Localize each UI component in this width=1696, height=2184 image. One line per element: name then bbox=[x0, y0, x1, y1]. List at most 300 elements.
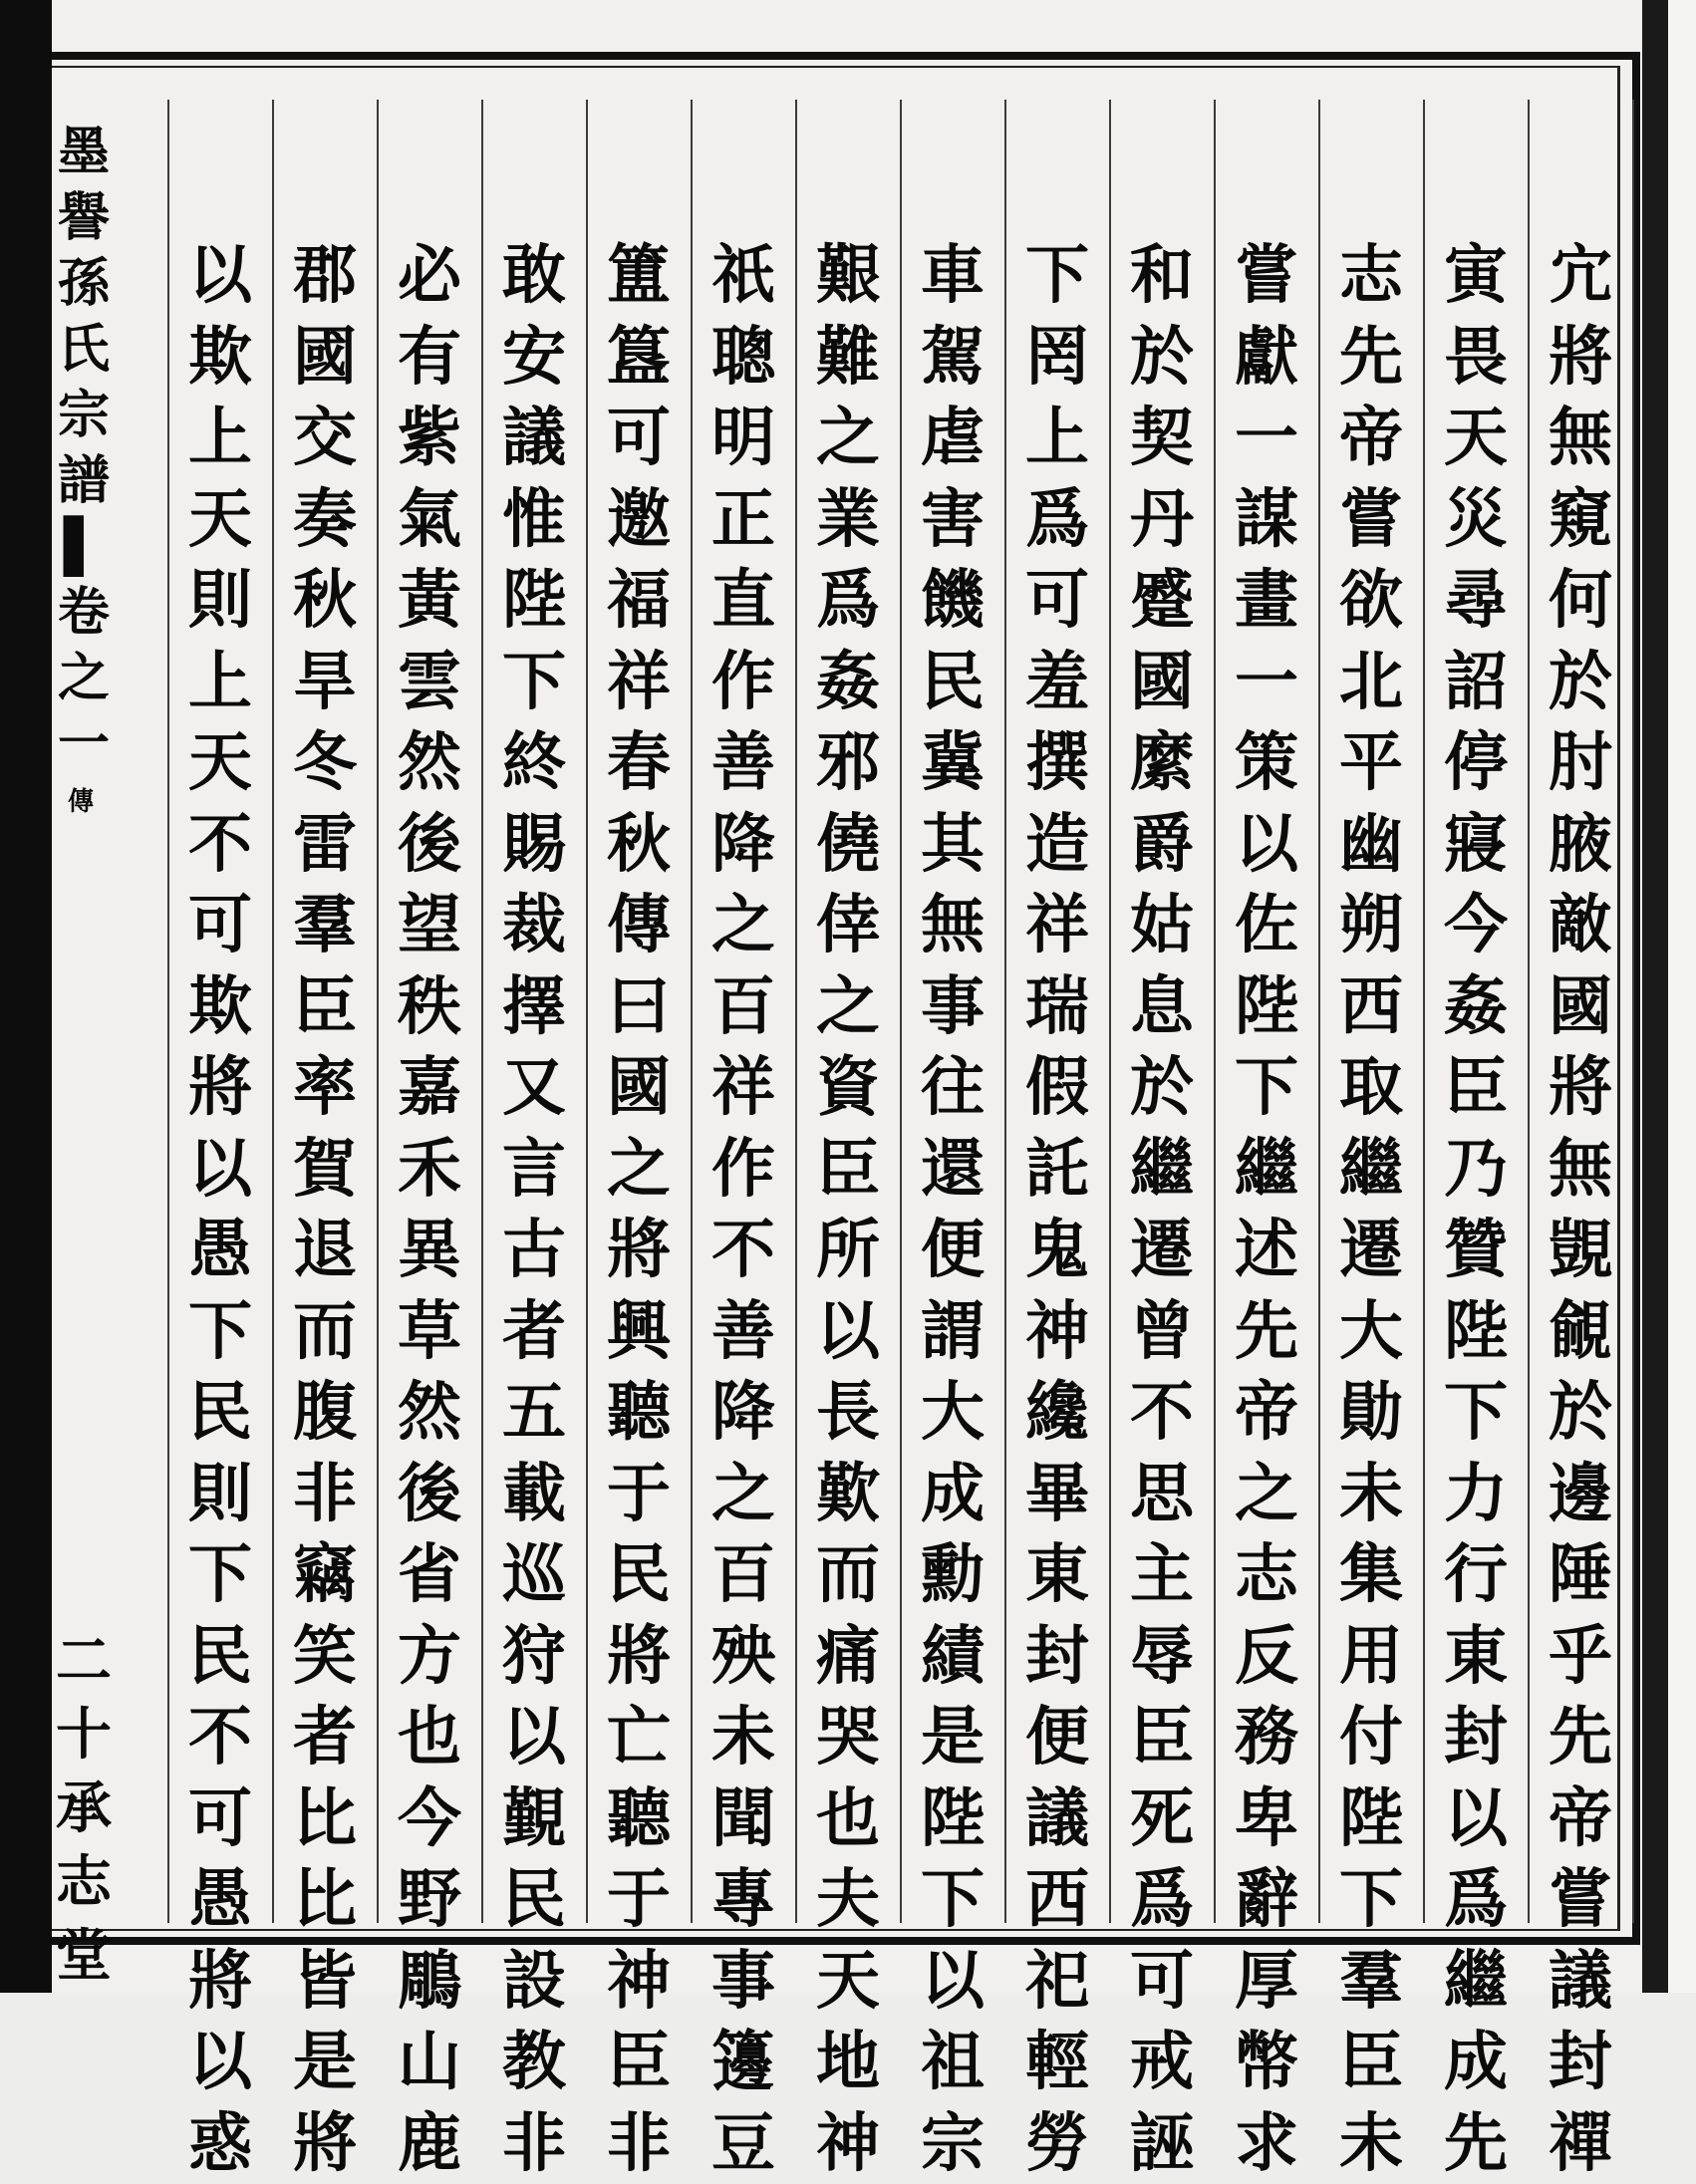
margin-title-char: 卷 bbox=[56, 580, 112, 646]
column-rule bbox=[167, 100, 169, 1923]
text-char: 狩 bbox=[494, 1616, 574, 1698]
text-char: 是 bbox=[913, 1697, 992, 1778]
margin-title-char: 氏 bbox=[56, 317, 112, 383]
text-char: 臣 bbox=[808, 1129, 888, 1211]
text-char: 肘 bbox=[1541, 722, 1620, 804]
text-char: 一 bbox=[1227, 642, 1306, 723]
text-char: 郡 bbox=[285, 235, 365, 317]
text-char: 百 bbox=[704, 1534, 783, 1616]
text-char: 姑 bbox=[1122, 885, 1202, 966]
text-char: 邊 bbox=[1541, 1454, 1620, 1535]
column-rule bbox=[481, 100, 483, 1923]
text-char: 豆 bbox=[704, 2103, 783, 2184]
text-char: 事 bbox=[913, 966, 992, 1048]
text-char: 幣 bbox=[1227, 2022, 1306, 2103]
text-char: 撰 bbox=[1017, 722, 1097, 804]
text-char: 平 bbox=[1331, 722, 1411, 804]
text-char: 敵 bbox=[1541, 885, 1620, 966]
text-char: 今 bbox=[1436, 885, 1516, 966]
text-char: 誣 bbox=[1122, 2103, 1202, 2184]
text-char: 嘗 bbox=[1331, 479, 1411, 561]
text-char: 西 bbox=[1017, 1859, 1097, 1941]
text-char: 上 bbox=[180, 642, 260, 723]
text-char: 必 bbox=[390, 235, 469, 317]
text-char: 將 bbox=[1541, 317, 1620, 399]
text-char: 今 bbox=[390, 1778, 469, 1860]
column-rule bbox=[900, 100, 902, 1923]
column-rule bbox=[1004, 100, 1006, 1923]
text-char: 覬 bbox=[1541, 1210, 1620, 1291]
text-char: 百 bbox=[704, 966, 783, 1048]
text-char: 上 bbox=[180, 398, 260, 479]
text-char: 而 bbox=[285, 1291, 365, 1373]
text-char: 也 bbox=[808, 1778, 888, 1860]
text-char: 作 bbox=[704, 1129, 783, 1211]
text-char: 下 bbox=[180, 1534, 260, 1616]
text-char: 姦 bbox=[808, 642, 888, 723]
text-char: 下 bbox=[1331, 1859, 1411, 1941]
text-column bbox=[589, 235, 689, 2184]
text-char: 不 bbox=[180, 1697, 260, 1778]
text-char: 詔 bbox=[1436, 642, 1516, 723]
text-char: 秩 bbox=[390, 966, 469, 1048]
text-char: 聽 bbox=[599, 1372, 679, 1454]
text-char: 祥 bbox=[704, 1047, 783, 1129]
text-char: 付 bbox=[1331, 1697, 1411, 1778]
text-char: 東 bbox=[1436, 1616, 1516, 1698]
text-char: 者 bbox=[494, 1291, 574, 1373]
text-char: 臣 bbox=[1436, 1047, 1516, 1129]
text-char: 繼 bbox=[1436, 1941, 1516, 2023]
text-char: 大 bbox=[913, 1372, 992, 1454]
text-char: 曾 bbox=[1122, 1291, 1202, 1373]
text-char: 畫 bbox=[1227, 560, 1306, 642]
text-char: 野 bbox=[390, 1859, 469, 1941]
text-char: 宂 bbox=[1541, 235, 1620, 317]
text-char: 罔 bbox=[1017, 317, 1097, 399]
text-char: 覦 bbox=[1541, 1291, 1620, 1373]
text-char: 祖 bbox=[913, 2022, 992, 2103]
text-char: 交 bbox=[285, 398, 365, 479]
text-char: 亡 bbox=[599, 1697, 679, 1778]
text-char: 設 bbox=[494, 1941, 574, 2023]
text-char: 腹 bbox=[285, 1372, 365, 1454]
text-char: 車 bbox=[913, 235, 992, 317]
text-char: 下 bbox=[1017, 235, 1097, 317]
text-char: 先 bbox=[1227, 1291, 1306, 1373]
text-char: 述 bbox=[1227, 1210, 1306, 1291]
text-char: 成 bbox=[1436, 2022, 1516, 2103]
text-column bbox=[1426, 235, 1526, 2184]
text-char: 秋 bbox=[285, 560, 365, 642]
text-char: 五 bbox=[494, 1372, 574, 1454]
text-char: 一 bbox=[1227, 398, 1306, 479]
text-char: 嘉 bbox=[390, 1047, 469, 1129]
text-char: 陛 bbox=[494, 560, 574, 642]
text-char: 下 bbox=[180, 1291, 260, 1373]
text-char: 績 bbox=[913, 1616, 992, 1698]
text-char: 神 bbox=[599, 1941, 679, 2023]
text-char: 皆 bbox=[285, 1941, 365, 2023]
text-char: 比 bbox=[285, 1778, 365, 1860]
text-char: 陛 bbox=[1436, 1291, 1516, 1373]
text-char: 哭 bbox=[808, 1697, 888, 1778]
text-char: 草 bbox=[390, 1291, 469, 1373]
text-char: 是 bbox=[285, 2022, 365, 2103]
text-char: 籩 bbox=[704, 2022, 783, 2103]
column-rule bbox=[586, 100, 588, 1923]
text-char: 以 bbox=[1436, 1778, 1516, 1860]
margin-section-label bbox=[66, 787, 96, 817]
text-char: 歎 bbox=[808, 1454, 888, 1535]
text-char: 謂 bbox=[913, 1291, 992, 1373]
text-char: 欺 bbox=[180, 317, 260, 399]
binding-edge-right bbox=[1642, 0, 1668, 1993]
text-char: 紫 bbox=[390, 398, 469, 479]
text-char: 假 bbox=[1017, 1047, 1097, 1129]
text-char: 將 bbox=[599, 1210, 679, 1291]
text-char: 長 bbox=[808, 1372, 888, 1454]
text-column bbox=[1217, 235, 1316, 2184]
text-char: 擇 bbox=[494, 966, 574, 1048]
text-char: 獻 bbox=[1227, 317, 1306, 399]
text-char: 不 bbox=[180, 804, 260, 886]
text-char: 善 bbox=[704, 1291, 783, 1373]
text-char: 邪 bbox=[808, 722, 888, 804]
text-char: 議 bbox=[1541, 1941, 1620, 2023]
text-char: 臣 bbox=[1122, 1697, 1202, 1778]
text-char: 羣 bbox=[285, 885, 365, 966]
text-char: 於 bbox=[1541, 1372, 1620, 1454]
text-char: 之 bbox=[704, 1454, 783, 1535]
text-column bbox=[484, 235, 584, 2184]
text-char: 惟 bbox=[494, 479, 574, 561]
text-char: 言 bbox=[494, 1129, 574, 1211]
text-char: 安 bbox=[494, 317, 574, 399]
text-char: 議 bbox=[494, 398, 574, 479]
text-char: 贊 bbox=[1436, 1210, 1516, 1291]
text-char: 陛 bbox=[1227, 966, 1306, 1048]
text-char: 愚 bbox=[180, 1859, 260, 1941]
text-char: 輕 bbox=[1017, 2022, 1097, 2103]
text-char: 民 bbox=[599, 1534, 679, 1616]
text-char: 異 bbox=[390, 1210, 469, 1291]
text-char: 福 bbox=[599, 560, 679, 642]
text-char: 賀 bbox=[285, 1129, 365, 1211]
margin-folio bbox=[56, 1624, 112, 1993]
text-column bbox=[798, 235, 898, 2184]
text-char: 丹 bbox=[1122, 479, 1202, 561]
text-char: 西 bbox=[1331, 966, 1411, 1048]
text-char: 終 bbox=[494, 722, 574, 804]
text-char: 陲 bbox=[1541, 1534, 1620, 1616]
text-char: 帝 bbox=[1331, 398, 1411, 479]
text-char: 邀 bbox=[599, 479, 679, 561]
column-rule bbox=[1318, 100, 1320, 1923]
text-char: 而 bbox=[808, 1534, 888, 1616]
text-char: 何 bbox=[1541, 560, 1620, 642]
text-char: 於 bbox=[1541, 642, 1620, 723]
text-char: 上 bbox=[1017, 398, 1097, 479]
column-rule bbox=[795, 100, 797, 1923]
text-char: 契 bbox=[1122, 398, 1202, 479]
text-char: 帝 bbox=[1227, 1372, 1306, 1454]
text-char: 北 bbox=[1331, 642, 1411, 723]
text-char: 退 bbox=[285, 1210, 365, 1291]
text-char: 將 bbox=[599, 1616, 679, 1698]
text-char: 畏 bbox=[1436, 317, 1516, 399]
text-char: 地 bbox=[808, 2022, 888, 2103]
text-char: 害 bbox=[913, 479, 992, 561]
text-char: 主 bbox=[1122, 1534, 1202, 1616]
text-char: 祥 bbox=[1017, 885, 1097, 966]
text-char: 臣 bbox=[285, 966, 365, 1048]
margin-title-char: 孫 bbox=[56, 251, 112, 317]
margin-folio-char: 堂 bbox=[56, 1919, 112, 1993]
text-char: 姦 bbox=[1436, 966, 1516, 1048]
text-char: 天 bbox=[180, 722, 260, 804]
binding-edge-left bbox=[0, 0, 52, 1993]
text-char: 勳 bbox=[913, 1534, 992, 1616]
text-char: 繼 bbox=[1227, 1129, 1306, 1211]
text-char: 先 bbox=[1436, 2103, 1516, 2184]
text-char: 秋 bbox=[599, 804, 679, 886]
text-char: 嘗 bbox=[1541, 1859, 1620, 1941]
text-char: 山 bbox=[390, 2022, 469, 2103]
text-char: 以 bbox=[180, 1129, 260, 1211]
text-char: 之 bbox=[808, 966, 888, 1048]
text-char: 大 bbox=[1331, 1291, 1411, 1373]
text-char: 望 bbox=[390, 885, 469, 966]
text-char: 繼 bbox=[1331, 1129, 1411, 1211]
text-char: 惑 bbox=[180, 2103, 260, 2184]
text-char: 天 bbox=[1436, 398, 1516, 479]
text-char: 將 bbox=[285, 2103, 365, 2184]
text-char: 其 bbox=[913, 804, 992, 886]
text-char: 聽 bbox=[599, 1778, 679, 1860]
text-char: 志 bbox=[1331, 235, 1411, 317]
text-char: 便 bbox=[913, 1210, 992, 1291]
text-char: 率 bbox=[285, 1047, 365, 1129]
text-char: 於 bbox=[1122, 317, 1202, 399]
text-char: 可 bbox=[180, 885, 260, 966]
margin-title-char: 宗 bbox=[56, 383, 112, 448]
text-char: 虐 bbox=[913, 398, 992, 479]
text-char: 愚 bbox=[180, 1210, 260, 1291]
text-char: 陛 bbox=[913, 1778, 992, 1860]
text-char: 所 bbox=[808, 1210, 888, 1291]
text-char: 又 bbox=[494, 1047, 574, 1129]
text-char: 下 bbox=[1436, 1372, 1516, 1454]
text-char: 冬 bbox=[285, 722, 365, 804]
text-char: 夫 bbox=[808, 1859, 888, 1941]
text-char: 用 bbox=[1331, 1616, 1411, 1698]
text-char: 幽 bbox=[1331, 804, 1411, 886]
column-rule bbox=[691, 100, 693, 1923]
text-char: 正 bbox=[704, 479, 783, 561]
text-char: 後 bbox=[390, 1454, 469, 1535]
text-column bbox=[275, 235, 375, 2184]
text-char: 之 bbox=[599, 1129, 679, 1211]
text-char: 教 bbox=[494, 2022, 574, 2103]
text-char: 以 bbox=[494, 1697, 574, 1778]
text-char: 臣 bbox=[1331, 2022, 1411, 2103]
text-char: 省 bbox=[390, 1534, 469, 1616]
text-char: 裁 bbox=[494, 885, 574, 966]
text-char: 鹿 bbox=[390, 2103, 469, 2184]
text-char: 巡 bbox=[494, 1534, 574, 1616]
text-char: 下 bbox=[913, 1859, 992, 1941]
text-char: 作 bbox=[704, 642, 783, 723]
text-char: 春 bbox=[599, 722, 679, 804]
text-char: 聰 bbox=[704, 317, 783, 399]
text-char: 辱 bbox=[1122, 1616, 1202, 1698]
text-char: 畢 bbox=[1017, 1454, 1097, 1535]
text-column bbox=[170, 235, 270, 2184]
text-char: 遷 bbox=[1331, 1210, 1411, 1291]
margin-title-char: 墨 bbox=[56, 120, 112, 185]
text-char: 力 bbox=[1436, 1454, 1516, 1535]
margin-title-char: ▌ bbox=[56, 514, 112, 580]
text-char: 以 bbox=[1227, 804, 1306, 886]
text-column bbox=[694, 235, 793, 2184]
text-char: 停 bbox=[1436, 722, 1516, 804]
text-char: 朔 bbox=[1331, 885, 1411, 966]
text-char: 寅 bbox=[1436, 235, 1516, 317]
text-char: 將 bbox=[1541, 1047, 1620, 1129]
text-char: 災 bbox=[1436, 479, 1516, 561]
text-char: 明 bbox=[704, 398, 783, 479]
text-char: 可 bbox=[1017, 560, 1097, 642]
text-char: 禪 bbox=[1541, 2103, 1620, 2184]
text-char: 賜 bbox=[494, 804, 574, 886]
column-rule bbox=[272, 100, 274, 1923]
margin-title-char: 譜 bbox=[56, 448, 112, 514]
text-char: 縻 bbox=[1122, 722, 1202, 804]
text-char: 嘗 bbox=[1227, 235, 1306, 317]
text-char: 業 bbox=[808, 479, 888, 561]
text-char: 將 bbox=[180, 1941, 260, 2023]
text-char: 尋 bbox=[1436, 560, 1516, 642]
text-char: 無 bbox=[1541, 398, 1620, 479]
column-rule bbox=[1632, 100, 1634, 1923]
text-char: 以 bbox=[913, 1941, 992, 2023]
text-char: 務 bbox=[1227, 1697, 1306, 1778]
text-char: 事 bbox=[704, 1941, 783, 2023]
text-char: 未 bbox=[1331, 1454, 1411, 1535]
text-char: 下 bbox=[494, 642, 574, 723]
margin-title-char: 之 bbox=[56, 646, 112, 711]
text-char: 則 bbox=[180, 1454, 260, 1535]
text-column bbox=[1112, 235, 1212, 2184]
text-char: 駕 bbox=[913, 317, 992, 399]
column-rule bbox=[377, 100, 379, 1923]
text-char: 下 bbox=[1227, 1047, 1306, 1129]
page-edge-right bbox=[1668, 0, 1696, 1993]
text-char: 乃 bbox=[1436, 1129, 1516, 1211]
text-char: 羣 bbox=[1331, 1941, 1411, 2023]
text-column bbox=[1321, 235, 1421, 2184]
text-char: 神 bbox=[808, 2103, 888, 2184]
margin-title-char: 譽 bbox=[56, 185, 112, 251]
text-char: 還 bbox=[913, 1129, 992, 1211]
text-char: 之 bbox=[704, 885, 783, 966]
text-char: 之 bbox=[808, 398, 888, 479]
text-char: 雷 bbox=[285, 804, 365, 886]
text-char: 和 bbox=[1122, 235, 1202, 317]
text-char: 竊 bbox=[285, 1534, 365, 1616]
text-char: 纔 bbox=[1017, 1372, 1097, 1454]
text-char: 志 bbox=[1227, 1534, 1306, 1616]
text-char: 佐 bbox=[1227, 885, 1306, 966]
text-char: 遷 bbox=[1122, 1210, 1202, 1291]
text-char: 腋 bbox=[1541, 804, 1620, 886]
text-char: 雲 bbox=[390, 642, 469, 723]
text-char: 善 bbox=[704, 722, 783, 804]
text-char: 便 bbox=[1017, 1697, 1097, 1778]
text-char: 傳 bbox=[599, 885, 679, 966]
text-char: 殃 bbox=[704, 1616, 783, 1698]
text-char: 勛 bbox=[1331, 1372, 1411, 1454]
text-char: 封 bbox=[1017, 1616, 1097, 1698]
text-char: 可 bbox=[1122, 1941, 1202, 2023]
text-char: 然 bbox=[390, 1372, 469, 1454]
text-char: 思 bbox=[1122, 1454, 1202, 1535]
text-char: 氣 bbox=[390, 479, 469, 561]
text-char: 笑 bbox=[285, 1616, 365, 1698]
text-char: 造 bbox=[1017, 804, 1097, 886]
text-char: 方 bbox=[390, 1616, 469, 1698]
text-char: 冀 bbox=[913, 722, 992, 804]
text-char: 宗 bbox=[913, 2103, 992, 2184]
text-char: 直 bbox=[704, 560, 783, 642]
text-char: 民 bbox=[494, 1859, 574, 1941]
text-char: 先 bbox=[1541, 1697, 1620, 1778]
text-char: 鵰 bbox=[390, 1941, 469, 2023]
text-char: 聞 bbox=[704, 1778, 783, 1860]
text-char: 有 bbox=[390, 317, 469, 399]
margin-book-title bbox=[56, 120, 112, 777]
text-char: 蹙 bbox=[1122, 560, 1202, 642]
text-char: 曰 bbox=[599, 966, 679, 1048]
column-rule bbox=[1528, 100, 1530, 1923]
margin-folio-char: 承 bbox=[56, 1772, 112, 1845]
text-char: 可 bbox=[180, 1778, 260, 1860]
section-label: 傳 bbox=[68, 787, 94, 817]
text-char: 封 bbox=[1541, 2022, 1620, 2103]
text-char: 僥 bbox=[808, 804, 888, 886]
text-char: 祀 bbox=[1017, 1941, 1097, 2023]
text-char: 卑 bbox=[1227, 1778, 1306, 1860]
text-char: 集 bbox=[1331, 1534, 1411, 1616]
text-char: 可 bbox=[599, 398, 679, 479]
text-char: 民 bbox=[180, 1616, 260, 1698]
text-char: 爲 bbox=[1122, 1859, 1202, 1941]
text-char: 艱 bbox=[808, 235, 888, 317]
text-char: 反 bbox=[1227, 1616, 1306, 1698]
text-char: 民 bbox=[180, 1372, 260, 1454]
text-char: 古 bbox=[494, 1210, 574, 1291]
text-char: 乎 bbox=[1541, 1616, 1620, 1698]
text-char: 東 bbox=[1017, 1534, 1097, 1616]
text-char: 議 bbox=[1017, 1778, 1097, 1860]
text-char: 策 bbox=[1227, 722, 1306, 804]
text-char: 饑 bbox=[913, 560, 992, 642]
text-char: 無 bbox=[1541, 1129, 1620, 1211]
column-rule bbox=[1214, 100, 1216, 1923]
text-char: 痛 bbox=[808, 1616, 888, 1698]
text-char: 往 bbox=[913, 1047, 992, 1129]
